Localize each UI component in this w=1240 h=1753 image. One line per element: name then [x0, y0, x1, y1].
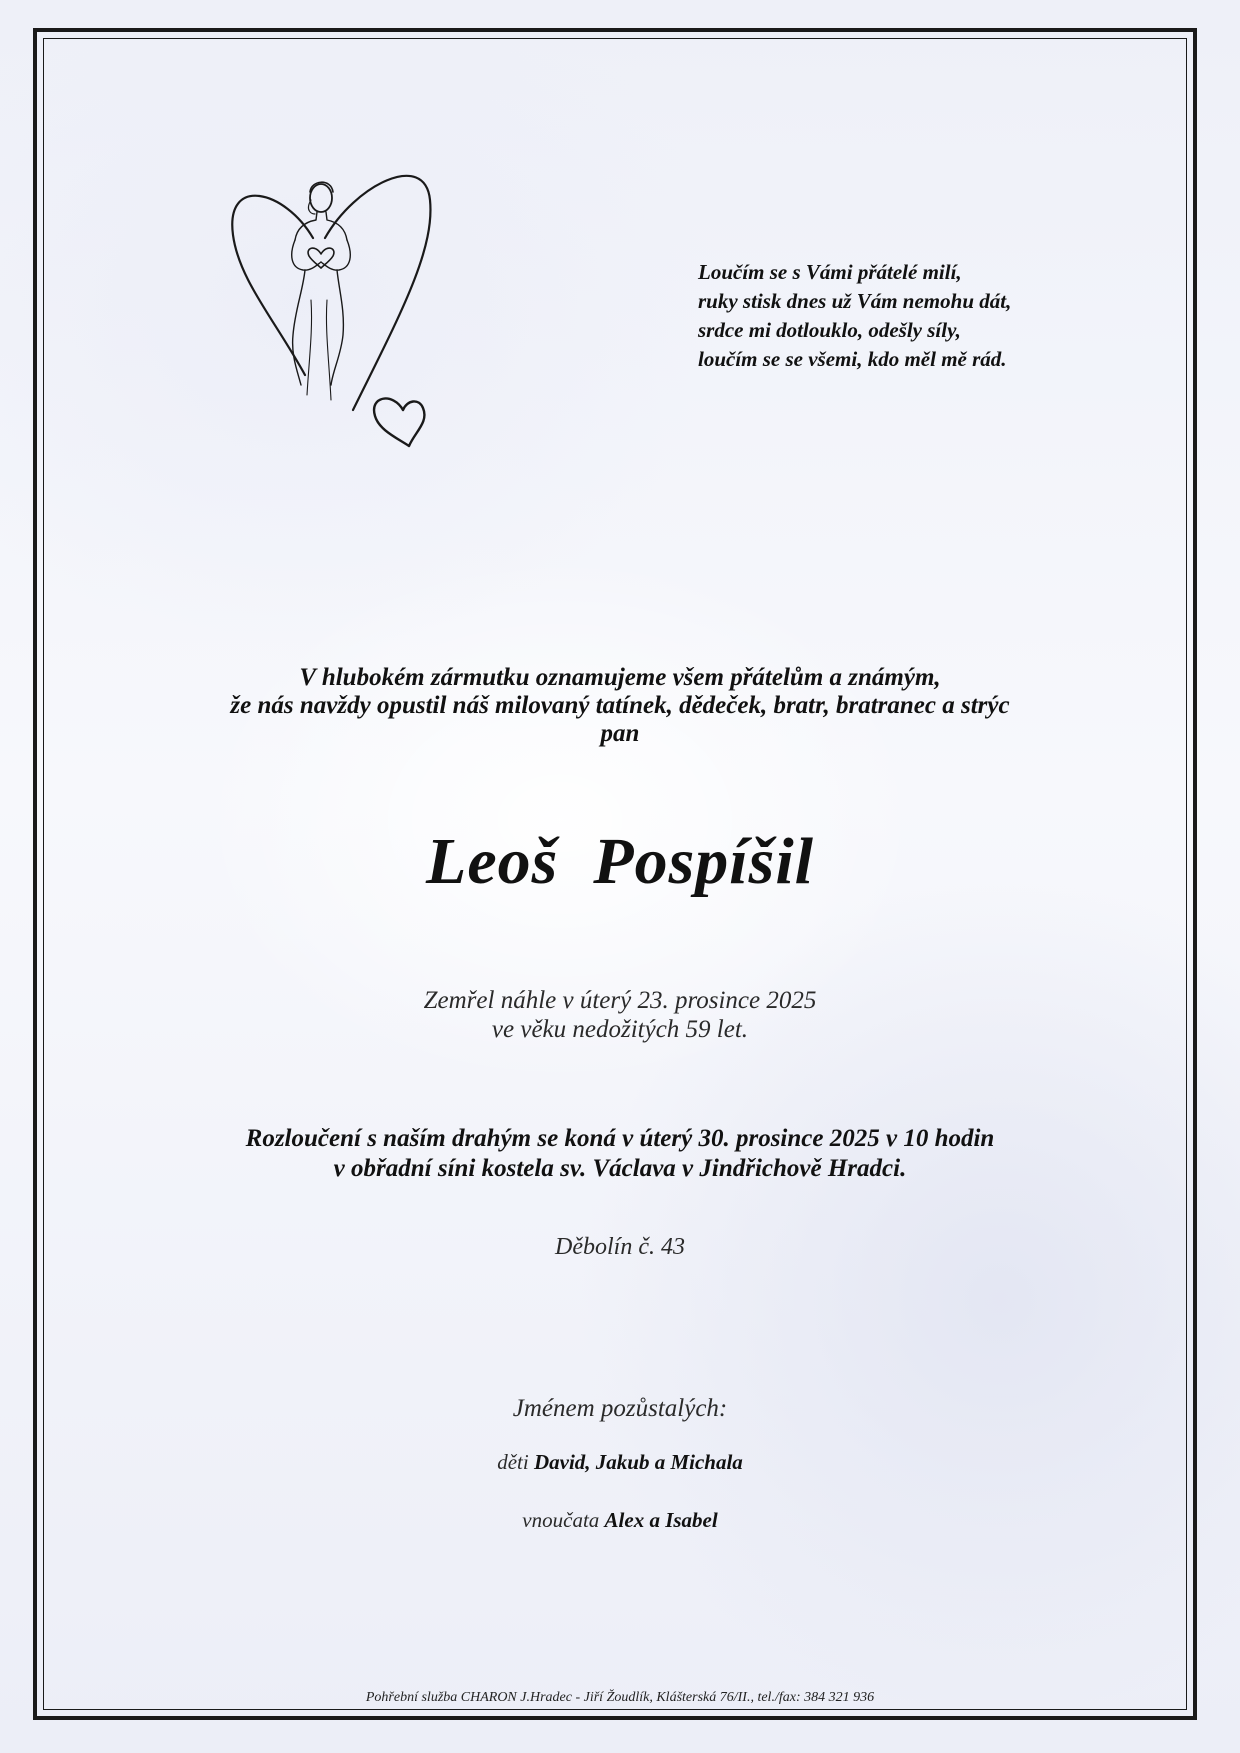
angel-heart-icon: [225, 170, 475, 450]
poem-line: ruky stisk dnes už Vám nemohu dát,: [698, 289, 1012, 313]
death-info-line: ve věku nedožitých 59 let.: [491, 1016, 749, 1043]
farewell-poem: [698, 258, 1118, 374]
poem-line: Loučím se s Vámi přátelé milí,: [698, 260, 962, 284]
mourner-relation: vnoučata: [522, 1508, 600, 1532]
announcement-line: pan: [600, 720, 640, 747]
farewell-ceremony: [120, 1124, 1120, 1184]
announcement: [120, 664, 1120, 748]
deceased-name: Leoš Pospíšil: [426, 825, 814, 898]
mourner-names: David, Jakub a Michala: [533, 1450, 743, 1474]
death-info: [120, 986, 1120, 1044]
announcement-line: V hlubokém zármutku oznamujeme všem přátelům a známým,: [299, 664, 941, 691]
mourners-heading: Jménem pozůstalých:: [512, 1395, 728, 1422]
mourner-line-grandchildren: [120, 1506, 1120, 1534]
mourner-relation: děti: [497, 1450, 529, 1474]
address: Děbolín č. 43: [555, 1234, 685, 1260]
announcement-line: že nás navždy opustil náš milovaný tatínek, dědeček, bratr, bratranec a strýc: [230, 692, 1010, 719]
poem-line: srdce mi dotlouklo, odešly síly,: [698, 318, 961, 342]
poem-line: loučím se se všemi, kdo měl mě rád.: [698, 347, 1007, 371]
mourner-names: Alex a Isabel: [604, 1508, 718, 1532]
farewell-line: v obřadní síni kostela sv. Václava v Jindřichově Hradci.: [333, 1155, 907, 1182]
funeral-service-footer: Pohřební služba CHARON J.Hradec - Jiří Žoudlík, Klášterská 76/II., tel./fax: 384 321 936: [365, 1690, 875, 1705]
farewell-line: Rozloučení s naším drahým se koná v úterý 30. prosince 2025 v 10 hodin: [245, 1125, 995, 1152]
death-info-line: Zemřel náhle v úterý 23. prosince 2025: [423, 987, 817, 1014]
mourner-line-children: [120, 1448, 1120, 1476]
